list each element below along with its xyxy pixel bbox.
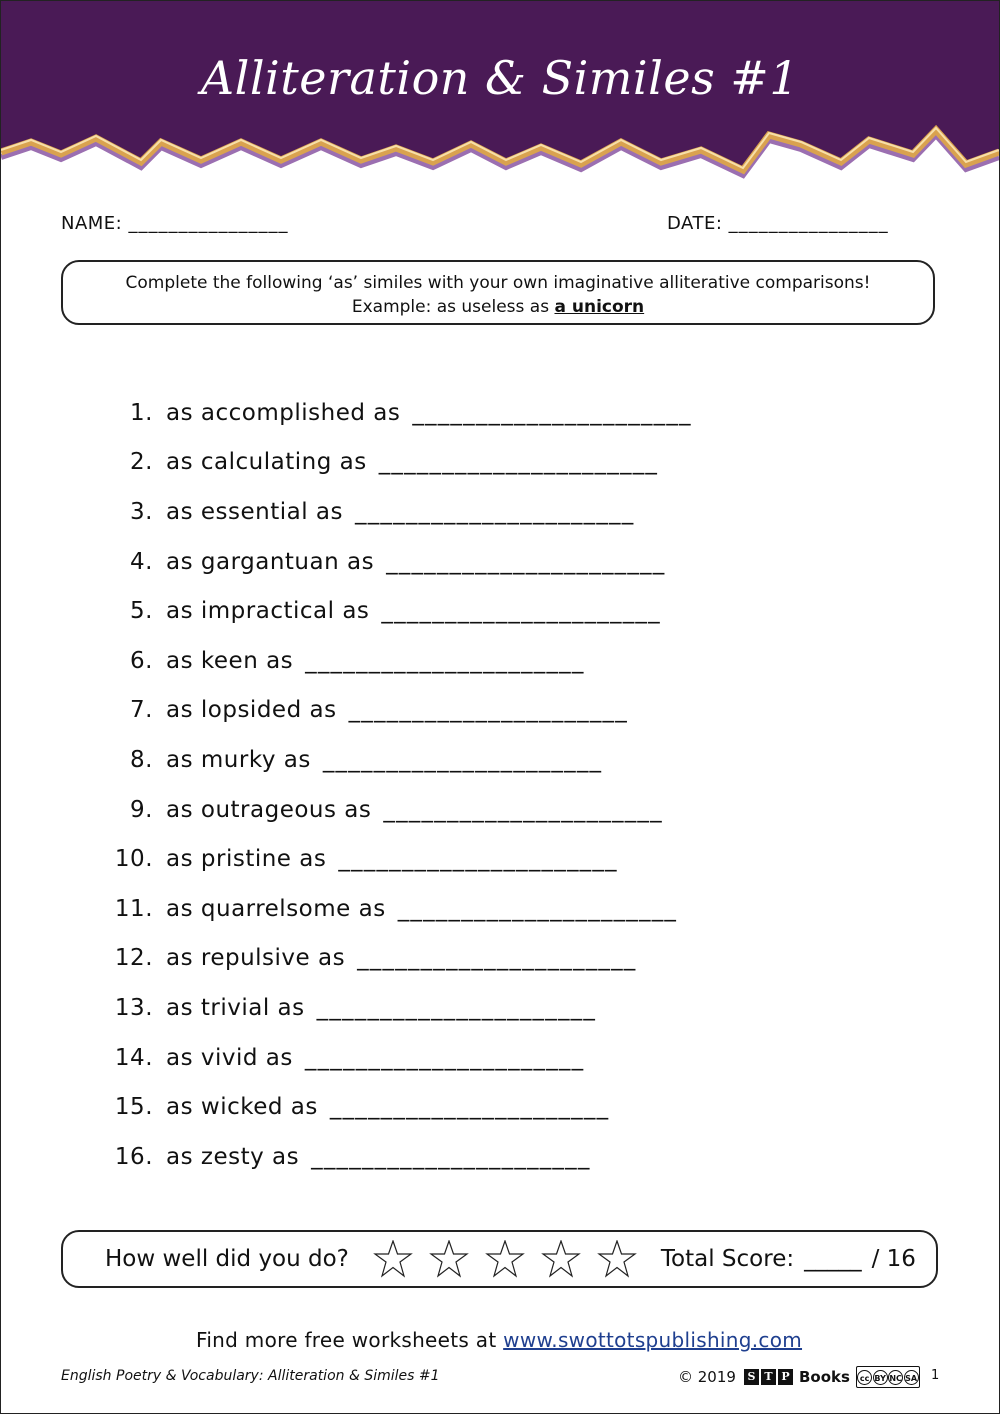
copyright-text: © 2019: [678, 1368, 736, 1386]
example-line: [63, 295, 933, 319]
stp-logo: [744, 1369, 795, 1385]
simile-item: [100, 537, 692, 587]
simile-prompt: as trivial as: [166, 994, 305, 1021]
simile-item: [100, 1033, 692, 1083]
star-outline-icon[interactable]: [485, 1240, 525, 1278]
simile-item: [100, 735, 692, 785]
simile-prompt: as outrageous as: [166, 796, 372, 823]
simile-prompt: as vivid as: [166, 1044, 293, 1071]
simile-number: 8.: [130, 746, 153, 773]
simile-answer-blank[interactable]: ______________________: [305, 647, 585, 674]
simile-number: 14.: [114, 1044, 153, 1071]
name-label: NAME:: [61, 213, 123, 234]
website-link[interactable]: www.swottotspublishing.com: [503, 1328, 803, 1352]
star-rating[interactable]: [373, 1240, 653, 1278]
total-score-blank[interactable]: _____: [804, 1246, 862, 1272]
simile-answer-blank[interactable]: ______________________: [322, 746, 603, 773]
simile-item: [100, 934, 692, 984]
name-blank[interactable]: ________________: [128, 213, 289, 234]
license-sa: SA: [904, 1370, 919, 1385]
total-score-label: Total Score:: [660, 1246, 795, 1272]
simile-answer-blank[interactable]: ______________________: [378, 449, 659, 476]
star-outline-icon[interactable]: [429, 1240, 469, 1278]
simile-prompt: as impractical as: [166, 598, 370, 625]
simile-number: 1.: [130, 399, 153, 426]
simile-prompt: as essential as: [166, 498, 344, 525]
star-outline-icon[interactable]: [541, 1240, 581, 1278]
simile-answer-blank[interactable]: ______________________: [381, 598, 661, 625]
simile-number: 11.: [114, 895, 153, 922]
simile-number: 3.: [130, 498, 153, 525]
cc-by-nc-sa-icon: [856, 1366, 920, 1388]
simile-answer-blank[interactable]: ______________________: [338, 846, 618, 873]
simile-item: [100, 1082, 692, 1132]
license-nc: NC: [888, 1370, 903, 1385]
example-prefix: Example: as useless as: [351, 297, 550, 317]
simile-answer-blank[interactable]: ______________________: [311, 1143, 591, 1170]
header-banner: [1, 1, 999, 201]
simile-prompt: as repulsive as: [166, 945, 346, 972]
score-box: [61, 1230, 938, 1288]
simile-prompt: as gargantuan as: [166, 548, 375, 575]
simile-number: 10.: [114, 846, 153, 873]
example-answer: a unicorn: [554, 297, 645, 317]
simile-list: [100, 388, 692, 1182]
simile-number: 12.: [114, 945, 153, 972]
simile-answer-blank[interactable]: ______________________: [316, 994, 597, 1021]
instructions-box: [61, 260, 935, 325]
license-by: BY: [873, 1370, 888, 1385]
instructions-text: Complete the following ‘as’ similes with your own imaginative alliterative comparisons!: [125, 273, 871, 293]
star-outline-icon[interactable]: [373, 1240, 413, 1278]
score-question: How well did you do?: [105, 1246, 349, 1272]
simile-answer-blank[interactable]: ______________________: [386, 548, 666, 575]
simile-item: [100, 785, 692, 835]
more-worksheets: [0, 1328, 998, 1352]
stp-logo-letter: S: [744, 1369, 759, 1385]
stp-logo-letter: T: [761, 1369, 776, 1385]
simile-answer-blank[interactable]: ______________________: [357, 945, 637, 972]
simile-prompt: as keen as: [166, 647, 294, 674]
simile-item: [100, 686, 692, 736]
simile-number: 13.: [114, 994, 153, 1021]
simile-item: [100, 438, 692, 488]
simile-number: 9.: [130, 796, 153, 823]
simile-prompt: as lopsided as: [166, 697, 337, 724]
simile-number: 4.: [130, 548, 153, 575]
simile-answer-blank[interactable]: ______________________: [355, 498, 635, 525]
simile-item: [100, 1132, 692, 1182]
name-field[interactable]: [61, 213, 288, 234]
simile-item: [100, 586, 692, 636]
simile-number: 2.: [130, 449, 153, 476]
simile-answer-blank[interactable]: ______________________: [383, 796, 663, 823]
simile-item: [100, 636, 692, 686]
simile-prompt: as calculating as: [166, 449, 367, 476]
simile-item: [100, 388, 692, 438]
simile-item: [100, 834, 692, 884]
simile-item: [100, 884, 692, 934]
total-score-max: / 16: [871, 1246, 916, 1272]
simile-number: 15.: [114, 1094, 153, 1121]
worksheet-title: Alliteration & Similes #1: [200, 51, 800, 105]
simile-prompt: as accomplished as: [166, 399, 401, 426]
simile-prompt: as quarrelsome as: [166, 895, 386, 922]
footer-credits: [678, 1366, 920, 1388]
simile-answer-blank[interactable]: ______________________: [304, 1044, 585, 1071]
date-label: DATE:: [667, 213, 723, 234]
more-worksheets-text: Find more free worksheets at: [195, 1328, 497, 1352]
simile-answer-blank[interactable]: ______________________: [329, 1094, 610, 1121]
star-outline-icon[interactable]: [597, 1240, 637, 1278]
simile-number: 16.: [114, 1143, 153, 1170]
simile-answer-blank[interactable]: ______________________: [397, 895, 678, 922]
simile-prompt: as pristine as: [166, 846, 327, 873]
stp-logo-letter: P: [778, 1369, 793, 1385]
date-field[interactable]: [667, 213, 889, 234]
simile-prompt: as murky as: [166, 746, 311, 773]
simile-prompt: as wicked as: [166, 1094, 318, 1121]
books-text: Books: [798, 1368, 850, 1386]
page-number: 1: [931, 1368, 940, 1383]
simile-item: [100, 487, 692, 537]
simile-prompt: as zesty as: [166, 1143, 300, 1170]
footer-title: English Poetry & Vocabulary: Alliteration & Similes #1: [61, 1368, 440, 1384]
simile-item: [100, 983, 692, 1033]
simile-number: 5.: [130, 598, 153, 625]
simile-number: 6.: [130, 647, 153, 674]
cc-icon: cc: [857, 1370, 872, 1385]
date-blank[interactable]: ________________: [728, 213, 889, 234]
simile-answer-blank[interactable]: ______________________: [412, 399, 692, 426]
simile-number: 7.: [130, 697, 153, 724]
simile-answer-blank[interactable]: ______________________: [348, 697, 628, 724]
